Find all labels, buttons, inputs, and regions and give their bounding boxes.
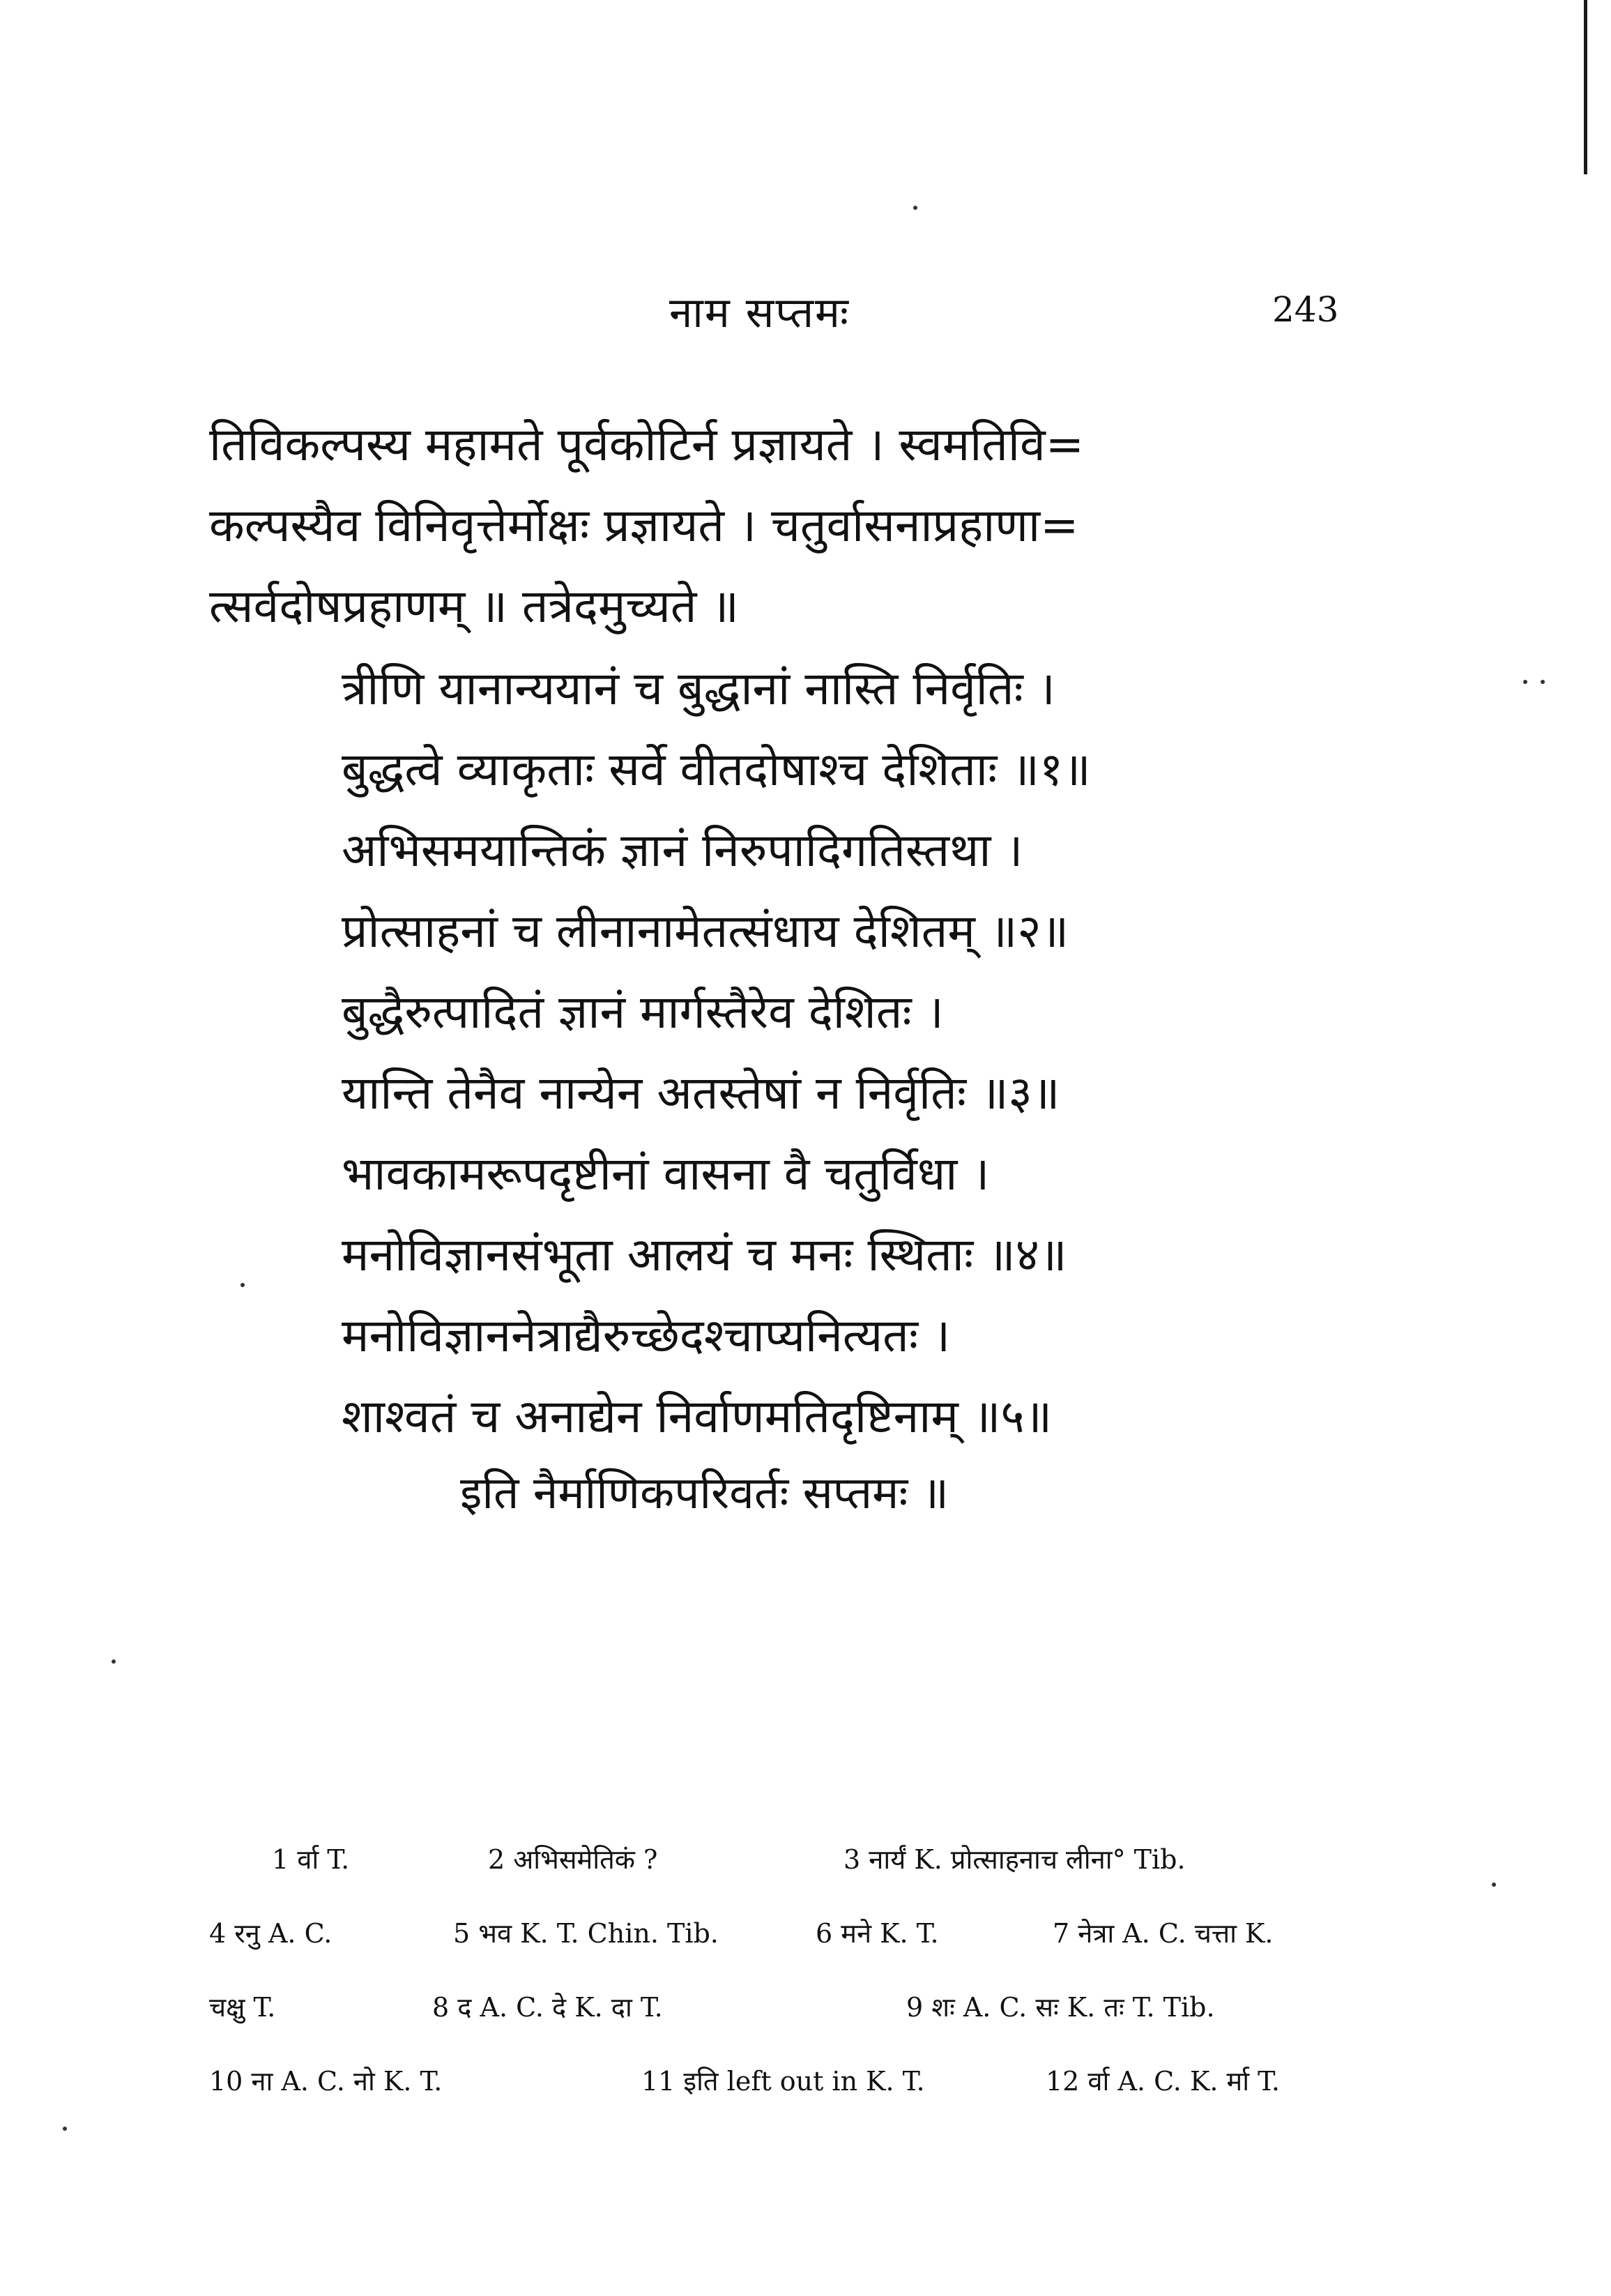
verse-line: भावकामरूपदृष्टीनां वासना वै चतुर्विधा । (342, 1147, 990, 1201)
scan-speck (240, 1283, 245, 1287)
footnote: 9 शः A. C. सः K. तः T. Tib. (906, 1992, 1215, 2023)
verse-line: बुद्धैरुत्पादितं ज्ञानं मार्गस्तैरेव देशितः । (342, 985, 944, 1039)
verse-line: मनोविज्ञानसंभूता आलयं च मनः स्थिताः ॥४॥ (342, 1228, 1067, 1282)
footnote: 8 द A. C. दे K. दा T. (432, 1992, 663, 2023)
scan-speck (913, 206, 917, 210)
scan-speck (63, 2127, 67, 2131)
footnote-row (209, 2062, 1408, 2136)
scan-speck (1541, 680, 1545, 684)
prose-paragraph (209, 404, 1408, 647)
footnote: 11 इति left out in K. T. (641, 2066, 925, 2097)
scan-speck (112, 1659, 116, 1664)
verse-line: बुद्धत्वे व्याकृताः सर्वे वीतदोषाश्च देशिताः ॥१॥ (342, 743, 1091, 796)
verse-line: त्रीणि यानान्ययानं च बुद्धानां नास्ति निर्वृतिः । (342, 662, 1055, 715)
page-number: 243 (1272, 289, 1339, 330)
running-head: नाम सप्तमः (669, 289, 850, 337)
footnote: 10 ना A. C. नो K. T. (209, 2066, 443, 2097)
footnotes (209, 1841, 1408, 2136)
scan-speck (1492, 1883, 1496, 1887)
chapter-colophon: इति नैर्माणिकपरिवर्तः सप्तमः ॥ (460, 1468, 949, 1519)
prose-line: तिविकल्पस्य महामते पूर्वकोटिर्न प्रज्ञायते । स्वमतिवि= (209, 418, 1085, 471)
scan-speck (1523, 680, 1527, 684)
prose-line: कल्पस्यैव विनिवृत्तेर्मोक्षः प्रज्ञायते । चतुर्वासनाप्रहाणा= (209, 499, 1079, 552)
verse-line: प्रोत्साहनां च लीनानामेतत्संधाय देशितम् ॥२॥ (342, 904, 1069, 958)
verse-block (342, 648, 1429, 1457)
footnote: 6 मने K. T. (816, 1918, 939, 1949)
footnote-row (209, 1841, 1408, 1915)
verse-line: शाश्वतं च अनाद्येन निर्वाणमतिदृष्टिनाम् ॥५॥ (342, 1390, 1053, 1443)
footnote: 4 रनु A. C. (209, 1918, 333, 1949)
verse-line: यान्ति तेनैव नान्येन अतस्तेषां न निर्वृतिः ॥३॥ (342, 1066, 1060, 1120)
footnote-row (209, 1915, 1408, 1989)
verse-line: अभिसमयान्तिकं ज्ञानं निरुपादिगतिस्तथा । (342, 823, 1023, 877)
footnote: 2 अभिसमेतिकं ? (488, 1844, 658, 1875)
footnote: चक्षु T. (209, 1992, 276, 2023)
footnote-row (209, 1989, 1408, 2062)
prose-line: त्सर्वदोषप्रहाणम् ॥ तत्रेदमुच्यते ॥ (209, 579, 739, 633)
page-edge-line (1584, 0, 1587, 174)
footnote: 1 र्वा T. (272, 1844, 350, 1875)
footnote: 3 नार्यं K. प्रोत्साहनाच लीना° Tib. (843, 1844, 1186, 1875)
verse-line: मनोविज्ञाननेत्राद्यैरुच्छेदश्चाप्यनित्यतः । (342, 1309, 951, 1362)
footnote: 7 नेत्रा A. C. चत्ता K. (1053, 1918, 1274, 1949)
footnote: 12 र्वा A. C. K. र्मा T. (1046, 2066, 1280, 2097)
footnote: 5 भव K. T. Chin. Tib. (453, 1918, 719, 1949)
